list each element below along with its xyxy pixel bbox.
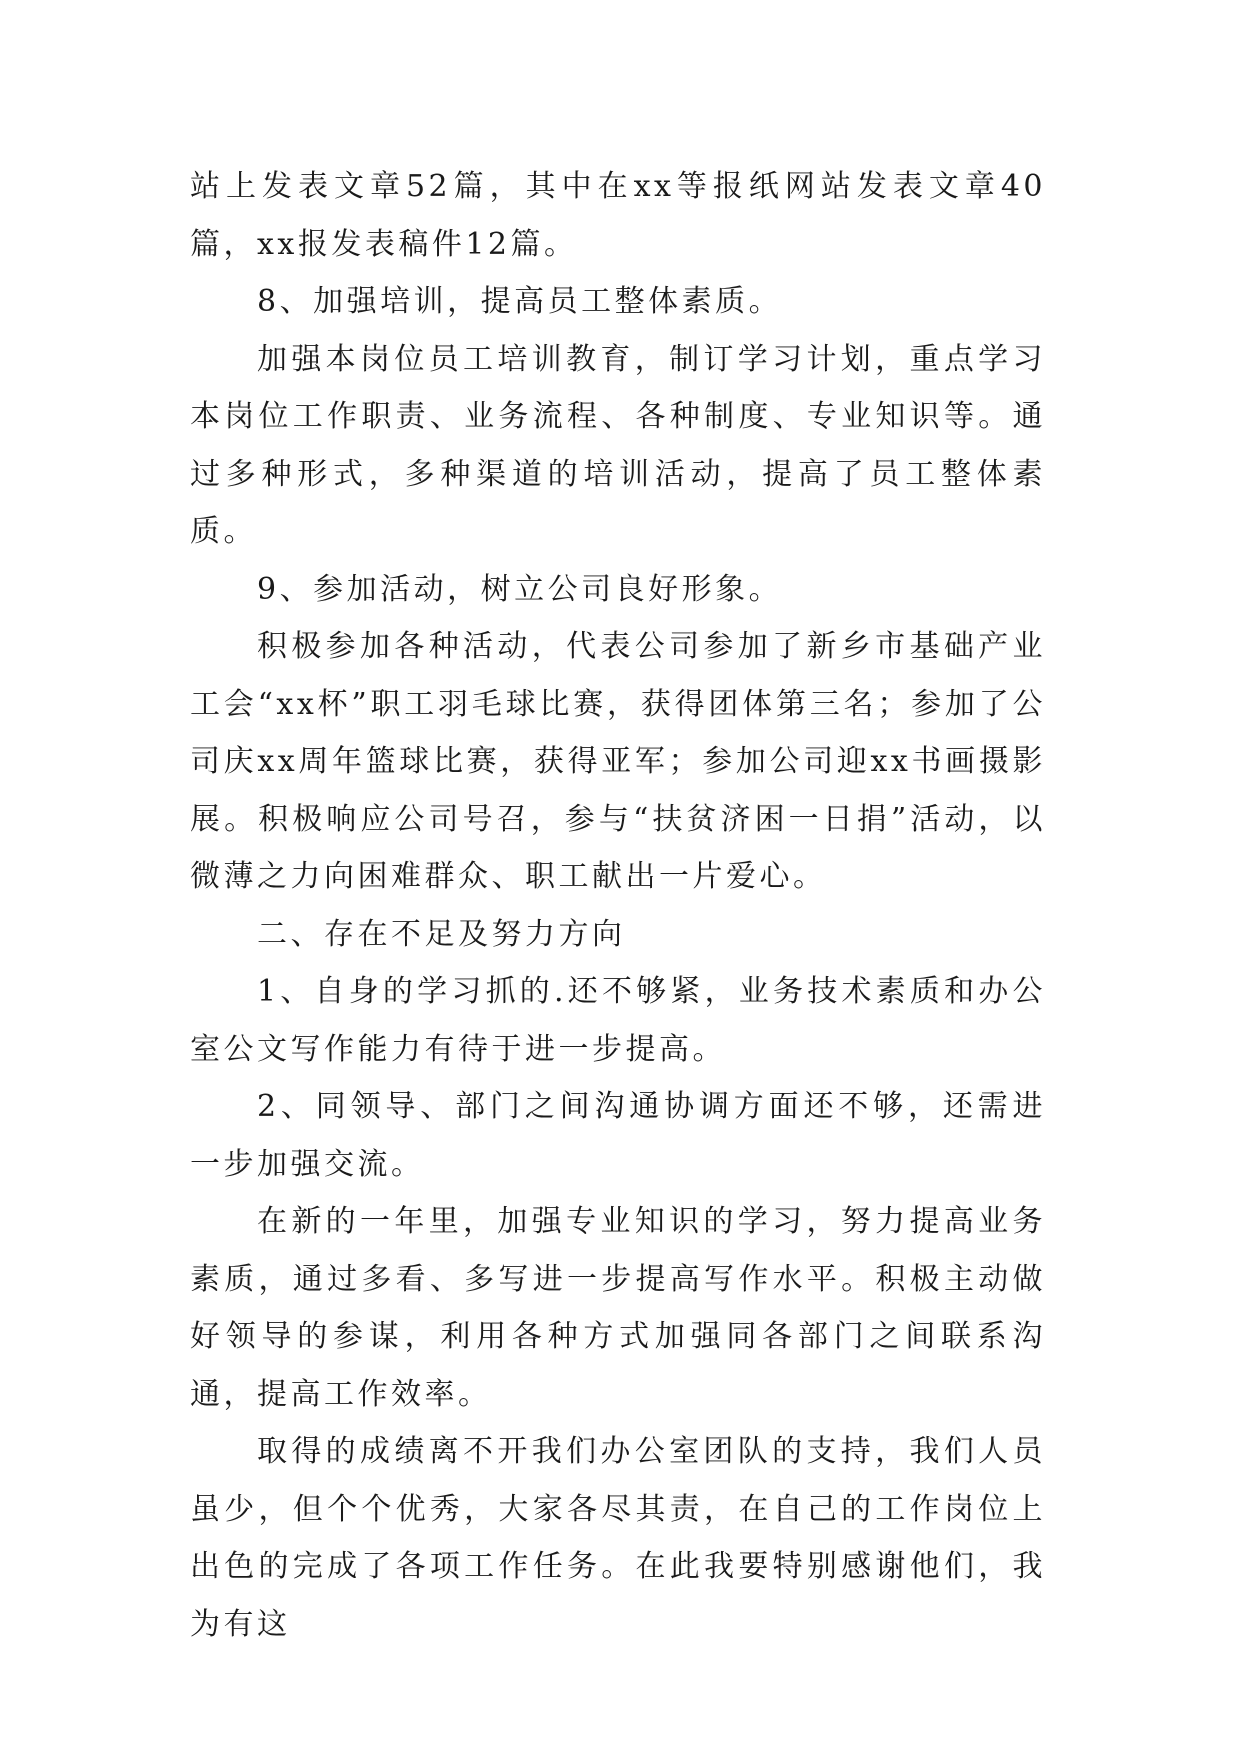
section-heading: 二、存在不足及努力方向 [257, 916, 626, 952]
paragraph-1: 站上发表文章52篇，其中在xx等报纸网站发表文章40篇，xx报发表稿件12篇。 [190, 169, 1046, 262]
paragraph-3: 加强本岗位员工培训教育，制订学习计划，重点学习本岗位工作职责、业务流程、各种制度、专业知识等。通过多种形式，多种渠道的培训活动，提高了员工整体素质。 [190, 341, 1046, 549]
paragraph-10: 取得的成绩离不开我们办公室团队的支持，我们人员虽少，但个个优秀，大家各尽其责，在自己的工作岗位上出色的完成了各项工作任务。在此我要特别感谢他们，我为有这 [190, 1434, 1046, 1642]
paragraph-7: 1、自身的学习抓的.还不够紧，业务技术素质和办公室公文写作能力有待于进一步提高。 [190, 974, 1046, 1067]
paragraph-4: 9、参加活动，树立公司良好形象。 [257, 571, 783, 607]
paragraph-2: 8、加强培训，提高员工整体素质。 [257, 284, 783, 319]
paragraph-9: 在新的一年里，加强专业知识的学习，努力提高业务素质，通过多看、多写进一步提高写作水平。积极主动做好领导的参谋，利用各种方式加强同各部门之间联系沟通，提高工作效率。 [190, 1204, 1046, 1412]
paragraph-8: 2、同领导、部门之间沟通协调方面还不够，还需进一步加强交流。 [190, 1089, 1046, 1182]
paragraph-5: 积极参加各种活动，代表公司参加了新乡市基础产业工会“xx杯”职工羽毛球比赛，获得团体第三名；参加了公司庆xx周年篮球比赛，获得亚军；参加公司迎xx书画摄影展。积极响应公司号召，参与“扶贫济困一日捐”活动，以微薄之力向困难群众、职工献出一片爱心。 [190, 629, 1046, 894]
document-body [190, 158, 1046, 1653]
